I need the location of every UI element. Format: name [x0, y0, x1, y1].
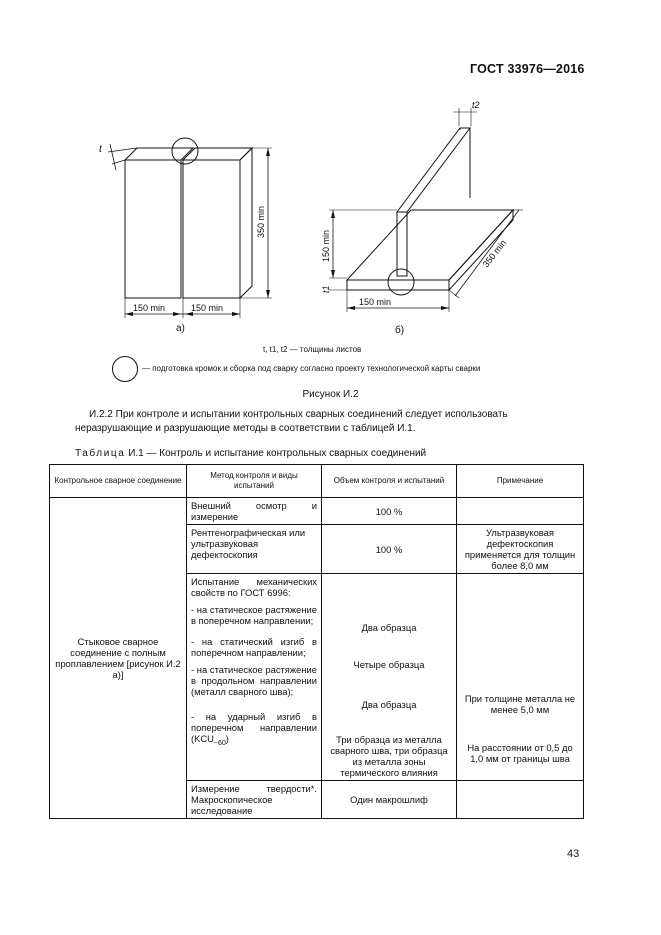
mech-volume-3: Два образца	[361, 698, 417, 710]
legend-thickness: t, t1, t2 — толщины листов	[263, 345, 362, 354]
cell-method: Рентгенографическая или ультразвуковая дефектоскопия	[187, 525, 322, 574]
dim-height-b: 150 min	[321, 229, 331, 262]
mech-volume-1: Два образца	[361, 621, 417, 633]
header-note: Примечание	[457, 465, 584, 498]
table-title-prefix: Таблица	[75, 448, 126, 459]
page-number: 43	[567, 848, 580, 860]
control-table	[49, 464, 584, 819]
mech-item-4-sub: −60	[213, 739, 226, 747]
cell-method: Внешний осмотр и измерение	[187, 498, 322, 525]
dim-t1-label: t1	[321, 285, 331, 293]
header-method: Метод контроля и виды испытаний	[187, 465, 322, 498]
table-row	[50, 498, 584, 525]
document-header: ГОСТ 33976—2016	[470, 62, 585, 76]
table-header-row	[50, 465, 584, 498]
legend-circle-text: — подготовка кромок и сборка под сварку согласно проекту технологической карты сварки	[142, 364, 481, 373]
dim-height-a: 350 min	[256, 205, 266, 238]
cell-method-mechanical	[187, 574, 322, 781]
cell-volume: 100 %	[322, 498, 457, 525]
table-title-text: И.1 — Контроль и испытание контрольных сварных соединений	[125, 448, 427, 459]
dim-width-left: 150 min	[133, 303, 166, 313]
mech-item-4-text: - на ударный изгиб в поперечном направлении (KCU	[191, 711, 317, 744]
cell-method: Измерение твердости*. Макроскопическое исследование	[187, 781, 322, 819]
mech-volume-4: Три образца из металла сварного шва, три образца из металла зоны термического влияния	[330, 734, 448, 778]
mech-note-4: На расстоянии от 0,5 до 1,0 мм от границы шва	[467, 742, 573, 764]
cell-note	[457, 498, 584, 525]
dim-t-label: t	[99, 144, 102, 155]
cell-note	[457, 781, 584, 819]
mech-item-2: - на статический изгиб в поперечном направлении;	[191, 636, 317, 658]
dim-length-b: 350 min	[480, 237, 509, 270]
header-joint: Контрольное сварное соединение	[50, 465, 187, 498]
cell-note: Ультразвуковая дефектоскопия применяется для толщин более 8,0 мм	[457, 525, 584, 574]
dim-t2-label: t2	[472, 100, 480, 110]
figure-b-label: б)	[395, 325, 405, 335]
figure-caption: Рисунок И.2	[302, 389, 359, 400]
table-title	[75, 448, 426, 459]
mech-intro: Испытание механических свойств по ГОСТ 6996:	[191, 576, 317, 598]
mech-note-3: При толщине металла не менее 5,0 мм	[464, 693, 576, 715]
cell-note-mechanical	[457, 574, 584, 781]
dim-width-b: 150 min	[359, 297, 392, 307]
mech-item-3: - на статическое растяжение в продольном направлении (металл сварного шва);	[191, 664, 317, 697]
cell-volume: Один макрошлиф	[322, 781, 457, 819]
cell-joint: Стыковое сварное соединение с полным проплавлением [рисунок И.2 а)]	[50, 498, 187, 819]
cell-volume-mechanical	[322, 574, 457, 781]
figure-a	[90, 130, 290, 335]
figure-a-label: а)	[176, 323, 185, 334]
figure-b	[315, 90, 535, 335]
mech-item-4-end: )	[225, 733, 229, 744]
circle-symbol	[112, 356, 138, 382]
paragraph: И.2.2 При контроле и испытании контрольных сварных соединений следует использовать неразрушающие и разрушающие методы в соответствии с таблицей И.1.	[75, 409, 508, 434]
dim-width-right: 150 min	[191, 303, 224, 313]
cell-volume: 100 %	[322, 525, 457, 574]
mech-item-4	[191, 711, 317, 749]
mech-item-1: - на статическое растяжение в поперечном направлении;	[191, 604, 317, 626]
header-volume: Объем контроля и испытаний	[322, 465, 457, 498]
mech-volume-2: Четыре образца	[353, 658, 425, 670]
